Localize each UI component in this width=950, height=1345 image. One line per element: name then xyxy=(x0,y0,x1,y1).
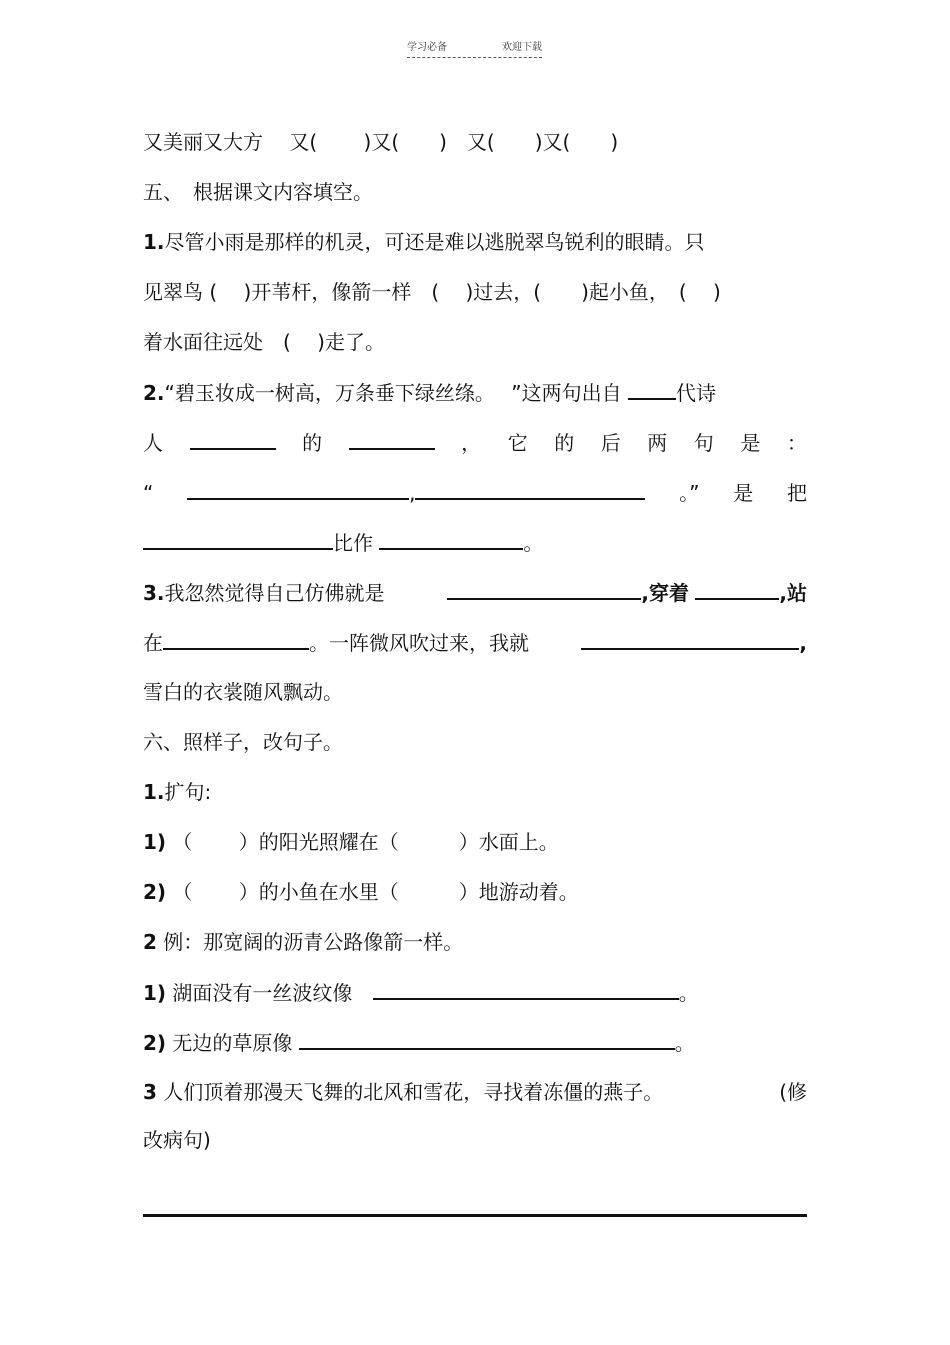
answer-line[interactable] xyxy=(143,1214,807,1217)
text: 把 xyxy=(786,481,807,505)
item-number: 1) xyxy=(143,981,167,1005)
text: 例：那宽阔的沥青公路像箭一样。 xyxy=(163,930,464,954)
exercise-number: 1. xyxy=(143,780,165,804)
item-number: 1) xyxy=(143,830,167,854)
exercise-2b xyxy=(143,1028,807,1057)
text: , xyxy=(799,631,807,655)
exercise-1b xyxy=(143,878,807,906)
fill-blank[interactable] xyxy=(187,478,409,500)
text: , xyxy=(409,481,416,505)
text: “ xyxy=(143,481,154,505)
item-number: 2) xyxy=(143,880,167,904)
text: ,站 xyxy=(779,581,807,605)
exercise-1-title xyxy=(143,778,807,806)
fill-blank[interactable] xyxy=(299,1028,675,1050)
text: 雪白的衣裳随风飘动。 xyxy=(143,680,343,704)
text: 。” xyxy=(679,481,700,505)
text: 湖面没有一丝波纹像 xyxy=(172,981,353,1005)
text: （ ）的小鱼在水里（ ）地游动着。 xyxy=(172,880,579,904)
text: “碧玉妆成一树高，万条垂下绿丝绦。 ”这两句出自 xyxy=(164,381,622,405)
fill-blank[interactable] xyxy=(447,578,641,600)
text: 尽管小雨是那样的机灵，可还是难以逃脱翠鸟锐利的眼睛。只 xyxy=(164,230,705,254)
q3-line-b xyxy=(143,628,807,657)
q2-line-d xyxy=(143,528,807,557)
header-left-text: 学习必备 xyxy=(407,42,447,53)
text: (修 xyxy=(779,1080,807,1104)
text: 。 xyxy=(678,981,699,1005)
text: 人 xyxy=(143,431,163,455)
exercise-2-title xyxy=(143,928,807,956)
text: 扩句: xyxy=(164,780,212,804)
text: 人们顶着那漫天飞舞的北风和雪花，寻找着冻僵的燕子。 xyxy=(163,1080,664,1104)
fill-blank[interactable] xyxy=(415,478,645,500)
exercise-3 xyxy=(143,1078,807,1106)
text: 又美丽又大方 又( )又( ) 又( )又( ) xyxy=(143,130,619,154)
exercise-2a xyxy=(143,978,807,1007)
fill-blank[interactable] xyxy=(379,528,523,550)
text: 比作 xyxy=(333,531,373,555)
q1-line-b xyxy=(143,278,807,306)
fill-blank[interactable] xyxy=(695,578,779,600)
item-number: 2) xyxy=(143,1031,167,1055)
q3-line-c xyxy=(143,678,807,706)
text: 无边的草原像 xyxy=(172,1031,293,1055)
text: ,穿着 xyxy=(641,581,690,605)
header-right-text: 欢迎下载 xyxy=(502,42,542,53)
text: 。 xyxy=(523,531,544,555)
q2-number: 2. xyxy=(143,381,165,405)
text: 的 xyxy=(554,431,575,455)
section-6-title xyxy=(143,728,807,756)
text: 。一阵微风吹过来，我就 xyxy=(309,631,529,655)
q2-line-a xyxy=(143,378,807,407)
q1-line-a xyxy=(143,228,807,256)
text: 我忽然觉得自己仿佛就是 xyxy=(164,581,385,605)
exercise-3-cont xyxy=(143,1126,807,1154)
text: 见翠鸟 ( )开苇杆，像箭一样 ( )过去，( )起小鱼， ( ) xyxy=(143,280,721,304)
text: 的 xyxy=(302,431,323,455)
blank-group xyxy=(187,478,645,507)
text: 。 xyxy=(674,1031,695,1055)
q3-number: 3. xyxy=(143,581,165,605)
q3-line-a xyxy=(143,578,807,607)
text: 两 xyxy=(647,431,668,455)
text: （ ）的阳光照耀在（ ）水面上。 xyxy=(172,830,559,854)
text: 五、 根据课文内容填空。 xyxy=(143,180,373,204)
text: 六、照样子，改句子。 xyxy=(143,730,343,754)
fill-blank[interactable] xyxy=(349,428,435,450)
q1-number: 1. xyxy=(143,230,165,254)
page-header xyxy=(407,38,542,58)
text: 句 xyxy=(693,431,714,455)
text: 着水面往远处 ( )走了。 xyxy=(143,330,385,354)
q1-line-c xyxy=(143,328,807,356)
text: 代诗 xyxy=(675,381,716,405)
fill-blank[interactable] xyxy=(190,428,276,450)
text: 是 xyxy=(733,481,754,505)
fill-blank[interactable] xyxy=(581,628,799,650)
exercise-number: 2 xyxy=(143,930,157,954)
exercise-1a xyxy=(143,828,807,856)
text: 后 xyxy=(600,431,621,455)
text: 是 xyxy=(740,431,761,455)
fill-blank[interactable] xyxy=(143,528,333,550)
text: 改病句) xyxy=(143,1128,211,1152)
fill-blank[interactable] xyxy=(628,378,676,400)
q2-line-b xyxy=(143,428,807,457)
text: 它 xyxy=(507,431,528,455)
line-1 xyxy=(143,128,807,156)
section-5-title xyxy=(143,178,807,206)
exercise-number: 3 xyxy=(143,1080,157,1104)
q2-line-c xyxy=(143,478,807,507)
text: ： xyxy=(786,431,807,455)
text: ， xyxy=(461,431,482,455)
fill-blank[interactable] xyxy=(373,978,679,1000)
text: 在 xyxy=(143,631,163,655)
fill-blank[interactable] xyxy=(163,628,309,650)
